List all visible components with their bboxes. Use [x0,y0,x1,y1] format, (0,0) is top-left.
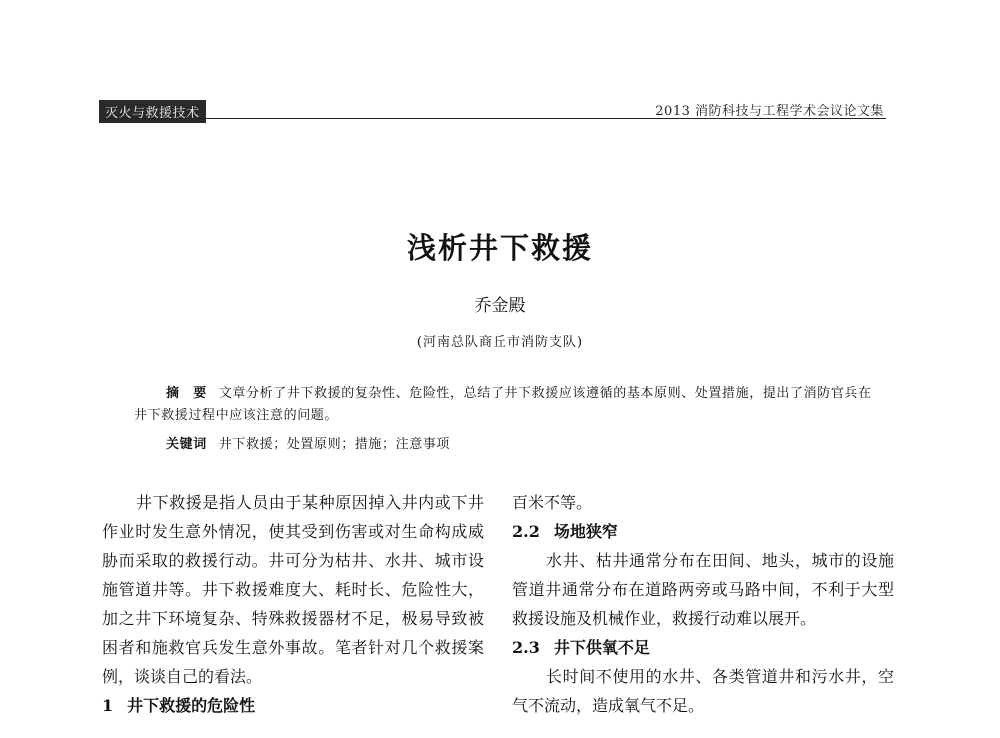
keywords-block [166,433,450,452]
section-2-2-paragraph: 水井、枯井通常分布在田间、地头，城市的设施管道井通常分布在道路两旁或马路中间，不利于大型救援设施及机械作业，救援行动难以展开。 [512,551,894,628]
body-column-left [102,488,484,720]
section-2-2-heading [512,517,894,546]
abstract-block [134,383,884,427]
section-1-heading [102,691,484,720]
section-2-3-heading [512,633,894,662]
abstract-label: 摘 要 [166,386,207,401]
section-1-title: 井下救援的危险性 [127,696,256,715]
section-2-3-title: 井下供氧不足 [553,638,650,657]
author-affiliation: (河南总队商丘市消防支队) [416,335,584,350]
header-divider [99,118,886,119]
author-name: 乔金殿 [474,296,526,316]
keywords-text: 井下救援；处置原则；措施；注意事项 [218,437,451,452]
intro-paragraph: 井下救援是指人员由于某种原因掉入井内或下井作业时发生意外情况，使其受到伤害或对生命构成威胁而采取的救援行动。井可分为枯井、水井、城市设施管道井等。井下救援难度大、耗时长、危险性大，加之井下环境复杂、特殊救援器材不足，极易导致被困者和施救官兵发生意外事故。笔者针对几个救援案例，谈谈自己的看法。 [102,493,484,686]
section-tag: 灭火与救援技术 [99,100,206,123]
section-1-number: 1 [102,696,114,715]
section-2-2-title: 场地狭窄 [553,522,618,541]
abstract-text: 文章分析了井下救援的复杂性、危险性，总结了井下救援应该遵循的基本原则、处置措施，提出了消防官兵在井下救援过程中应该注意的问题。 [134,386,872,423]
article-title: 浅析井下救援 [406,231,593,265]
section-2-3-number: 2.3 [512,638,540,657]
body-column-right [512,488,894,720]
keywords-label: 关键词 [166,437,207,452]
continued-text: 百米不等。 [512,493,593,512]
section-2-2-number: 2.2 [512,522,540,541]
section-2-3-paragraph: 长时间不使用的水井、各类管道井和污水井，空气不流动，造成氧气不足。 [512,667,894,715]
journal-title: 2013 消防科技与工程学术会议论文集 [655,104,884,119]
